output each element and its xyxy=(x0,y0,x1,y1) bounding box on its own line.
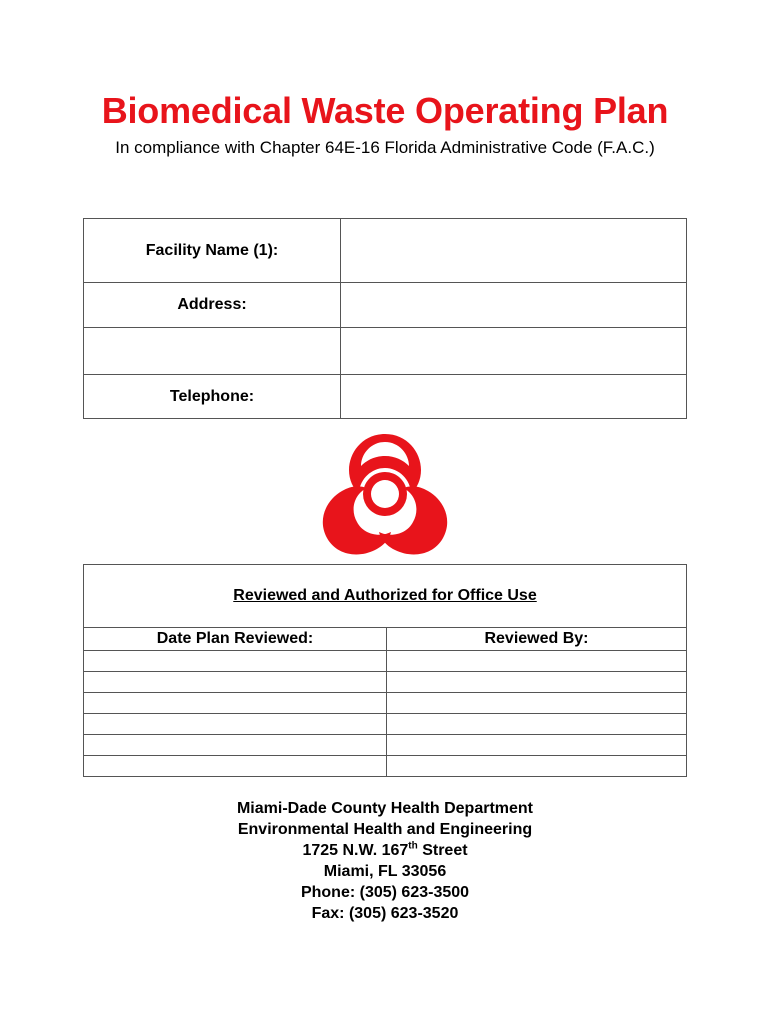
table-row xyxy=(84,735,687,756)
table-row xyxy=(84,672,687,693)
street-ordinal: th xyxy=(408,840,418,852)
address-line2-cell xyxy=(84,328,341,375)
date-cell[interactable] xyxy=(84,756,387,777)
reviewer-cell[interactable] xyxy=(387,735,687,756)
date-cell[interactable] xyxy=(84,651,387,672)
department-name: Miami-Dade County Health Department xyxy=(236,800,534,817)
facility-name-field[interactable] xyxy=(341,219,687,283)
reviewer-cell[interactable] xyxy=(387,693,687,714)
page-title: Biomedical Waste Operating Plan xyxy=(101,90,669,131)
date-cell[interactable] xyxy=(84,672,387,693)
review-header: Reviewed and Authorized for Office Use xyxy=(84,565,687,628)
phone-number: Phone: (305) 623-3500 xyxy=(300,884,470,901)
facility-name-label: Facility Name (1): xyxy=(84,219,341,283)
table-row xyxy=(84,565,687,628)
table-row xyxy=(84,328,687,375)
table-row xyxy=(84,651,687,672)
reviewer-cell[interactable] xyxy=(387,756,687,777)
city-state-zip: Miami, FL 33056 xyxy=(323,863,447,880)
division-name: Environmental Health and Engineering xyxy=(237,821,533,838)
reviewer-cell[interactable] xyxy=(387,714,687,735)
street-address xyxy=(0,840,770,861)
contact-footer xyxy=(0,798,770,924)
fax-number: Fax: (305) 623-3520 xyxy=(311,905,459,922)
page-subtitle: In compliance with Chapter 64E-16 Florida Administrative Code (F.A.C.) xyxy=(115,138,655,157)
date-cell[interactable] xyxy=(84,735,387,756)
table-row xyxy=(84,283,687,328)
table-row xyxy=(84,714,687,735)
date-cell[interactable] xyxy=(84,714,387,735)
table-row xyxy=(84,628,687,651)
table-row xyxy=(84,693,687,714)
reviewed-by-header: Reviewed By: xyxy=(387,628,687,651)
street-name: Street xyxy=(417,842,468,859)
address-label: Address: xyxy=(84,283,341,328)
address-line2-field[interactable] xyxy=(341,328,687,375)
review-table xyxy=(83,564,687,777)
table-row xyxy=(84,375,687,419)
date-reviewed-header: Date Plan Reviewed: xyxy=(84,628,387,651)
telephone-label: Telephone: xyxy=(84,375,341,419)
reviewer-cell[interactable] xyxy=(387,672,687,693)
table-row xyxy=(84,219,687,283)
table-row xyxy=(84,756,687,777)
facility-info-table xyxy=(83,218,687,419)
reviewer-cell[interactable] xyxy=(387,651,687,672)
address-field[interactable] xyxy=(341,283,687,328)
street-number: 1725 N.W. 167 xyxy=(302,842,409,859)
date-cell[interactable] xyxy=(84,693,387,714)
biohazard-icon xyxy=(315,428,455,558)
telephone-field[interactable] xyxy=(341,375,687,419)
